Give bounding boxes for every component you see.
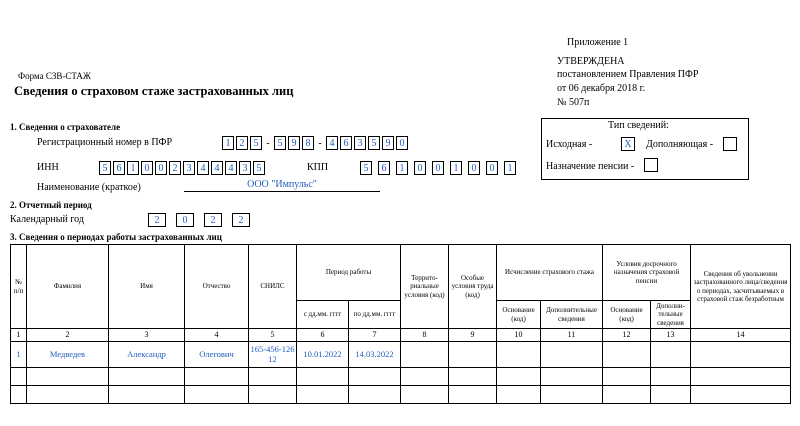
org-name-label: Наименование (краткое) [37,182,141,193]
row-cell[interactable] [541,385,603,403]
inn-label: ИНН [37,162,59,173]
reg-digit[interactable]: 8 [302,136,314,150]
inn-digit[interactable]: 4 [225,161,237,175]
row-cell[interactable] [185,367,249,385]
row-period-to[interactable]: 14.03.2022 [349,341,401,367]
header-surname: Фамилия [27,245,109,329]
kpp-digit[interactable]: 0 [432,161,444,175]
reg-digit[interactable]: 5 [274,136,286,150]
row-cell[interactable] [27,385,109,403]
reg-digit[interactable]: 6 [340,136,352,150]
approved-date: от 06 декабря 2018 г. [557,83,646,94]
row-cell[interactable] [691,385,791,403]
inn-digit[interactable]: 6 [113,161,125,175]
reg-number-cells[interactable] [222,136,410,150]
col-number: 12 [603,329,651,342]
row-cell[interactable] [185,385,249,403]
row-cell[interactable] [651,385,691,403]
header-period-from: с дд.мм. гггг [297,301,349,329]
kpp-digit[interactable]: 0 [468,161,480,175]
header-period: Период работы [297,245,401,301]
reg-digit[interactable]: 2 [236,136,248,150]
reg-digit[interactable]: 4 [326,136,338,150]
additional-label: Дополняющая - [646,139,714,150]
row-cell[interactable] [497,367,541,385]
row-patronymic[interactable]: Олегович [185,341,249,367]
row-cell[interactable] [401,367,449,385]
row-cell[interactable] [603,341,651,367]
row-cell[interactable] [401,385,449,403]
kpp-digit[interactable]: 0 [486,161,498,175]
table-row[interactable] [11,385,791,403]
row-cell[interactable] [109,367,185,385]
inn-digit[interactable]: 3 [183,161,195,175]
reg-digit[interactable]: 0 [396,136,408,150]
row-cell[interactable] [497,385,541,403]
row-cell[interactable] [249,367,297,385]
header-ins-basis: Основание (код) [497,301,541,329]
inn-digit[interactable]: 5 [99,161,111,175]
section1-title: 1. Сведения о страхователе [10,122,121,132]
kpp-cells[interactable] [360,161,522,175]
approved-by: постановлением Правления ПФР [557,69,699,80]
col-number: 2 [27,329,109,342]
col-number: 13 [651,329,691,342]
inn-digit[interactable]: 4 [211,161,223,175]
row-cell[interactable] [497,341,541,367]
year-digit[interactable]: 2 [204,213,222,227]
kpp-digit[interactable]: 5 [360,161,372,175]
kpp-digit[interactable]: 6 [378,161,390,175]
year-digit[interactable]: 0 [176,213,194,227]
row-cell[interactable] [603,385,651,403]
appendix-label: Приложение 1 [567,37,629,48]
row-cell[interactable] [11,385,27,403]
pension-checkbox[interactable] [644,158,658,172]
row-cell[interactable] [349,367,401,385]
row-cell[interactable] [297,367,349,385]
kpp-label: КПП [307,162,329,173]
row-cell[interactable] [297,385,349,403]
col-number: 9 [449,329,497,342]
row-cell[interactable] [27,367,109,385]
row-cell[interactable] [249,385,297,403]
row-cell[interactable] [541,341,603,367]
header-ins-extra: Дополнительные сведения [541,301,603,329]
table-row[interactable] [11,367,791,385]
header-insurance: Исчисление страхового стажа [497,245,603,301]
col-number: 6 [297,329,349,342]
row-cell[interactable] [349,385,401,403]
row-cell[interactable] [449,385,497,403]
year-cells[interactable] [148,213,260,227]
row-cell[interactable] [691,367,791,385]
section3-title: 3. Сведения о периодах работы застрахованных лиц [10,232,222,242]
header-early: Условия досрочного назначения страховой пенсии [603,245,691,301]
info-type-title: Тип сведений: [608,120,669,131]
reg-digit[interactable]: 5 [368,136,380,150]
work-periods-table [10,244,791,404]
reg-digit[interactable]: 5 [250,136,262,150]
year-digit[interactable]: 2 [232,213,250,227]
header-name: Имя [109,245,185,329]
approved-number: № 507п [557,97,590,108]
header-territorial: Террито-риальные условия (код) [401,245,449,329]
year-digit[interactable]: 2 [148,213,166,227]
row-cell[interactable] [449,341,497,367]
reg-separator: - [318,137,322,149]
approved-label: УТВЕРЖДЕНА [557,56,625,67]
org-name-field[interactable] [184,179,380,192]
col-number: 14 [691,329,791,342]
row-cell[interactable] [401,341,449,367]
col-number: 1 [11,329,27,342]
row-cell[interactable] [651,367,691,385]
col-number: 7 [349,329,401,342]
col-number: 3 [109,329,185,342]
row-cell[interactable] [651,341,691,367]
reg-digit[interactable]: 1 [222,136,234,150]
inn-digit[interactable]: 1 [127,161,139,175]
form-name: Форма СЗВ-СТАЖ [18,71,91,81]
row-period-from[interactable]: 10.01.2022 [297,341,349,367]
inn-digit[interactable]: 0 [155,161,167,175]
reg-digit[interactable]: 9 [288,136,300,150]
page-title: Сведения о страховом стаже застрахованных лиц [14,84,294,98]
col-number: 8 [401,329,449,342]
header-early-basis: Основание (код) [603,301,651,329]
initial-label: Исходная - [546,139,593,150]
inn-digit[interactable]: 2 [169,161,181,175]
inn-digit[interactable]: 5 [253,161,265,175]
header-dismissal: Сведения об увольнении застрахованного лица/сведения о периодах, засчитываемых в страховой стаж безработным [691,245,791,329]
row-cell[interactable] [11,367,27,385]
col-number: 5 [249,329,297,342]
header-snils: СНИЛС [249,245,297,329]
row-cell[interactable] [691,341,791,367]
kpp-digit[interactable]: 0 [414,161,426,175]
initial-checkbox[interactable]: X [621,137,635,151]
reg-digit[interactable]: 3 [354,136,366,150]
col-number: 11 [541,329,603,342]
inn-digit[interactable]: 0 [141,161,153,175]
row-cell[interactable] [109,385,185,403]
kpp-digit[interactable]: 1 [396,161,408,175]
row-snils[interactable]: 165-456-126 12 [249,341,297,367]
row-name[interactable]: Александр [109,341,185,367]
table-row[interactable] [11,341,791,367]
reg-digit[interactable]: 9 [382,136,394,150]
row-surname[interactable]: Медведев [27,341,109,367]
section2-title: 2. Отчетный период [10,200,92,210]
inn-cells[interactable] [99,161,267,175]
header-early-extra: Дополни-тельные сведения [651,301,691,329]
row-cell[interactable] [449,367,497,385]
org-name-value: ООО "Импульс" [247,179,317,190]
reg-separator: - [266,137,270,149]
header-period-to: по дд.мм. гггг [349,301,401,329]
header-num: № п/п [11,245,27,329]
row-cell[interactable] [541,367,603,385]
year-label: Календарный год [10,214,84,225]
row-num: 1 [11,341,27,367]
header-patronymic: Отчество [185,245,249,329]
inn-digit[interactable]: 4 [197,161,209,175]
additional-checkbox[interactable] [723,137,737,151]
kpp-digit[interactable]: 1 [450,161,462,175]
kpp-digit[interactable]: 1 [504,161,516,175]
col-number: 4 [185,329,249,342]
col-number: 10 [497,329,541,342]
header-special: Особые условия труда (код) [449,245,497,329]
row-cell[interactable] [603,367,651,385]
inn-digit[interactable]: 3 [239,161,251,175]
pension-label: Назначение пенсии - [546,161,635,172]
reg-number-label: Регистрационный номер в ПФР [37,137,172,148]
